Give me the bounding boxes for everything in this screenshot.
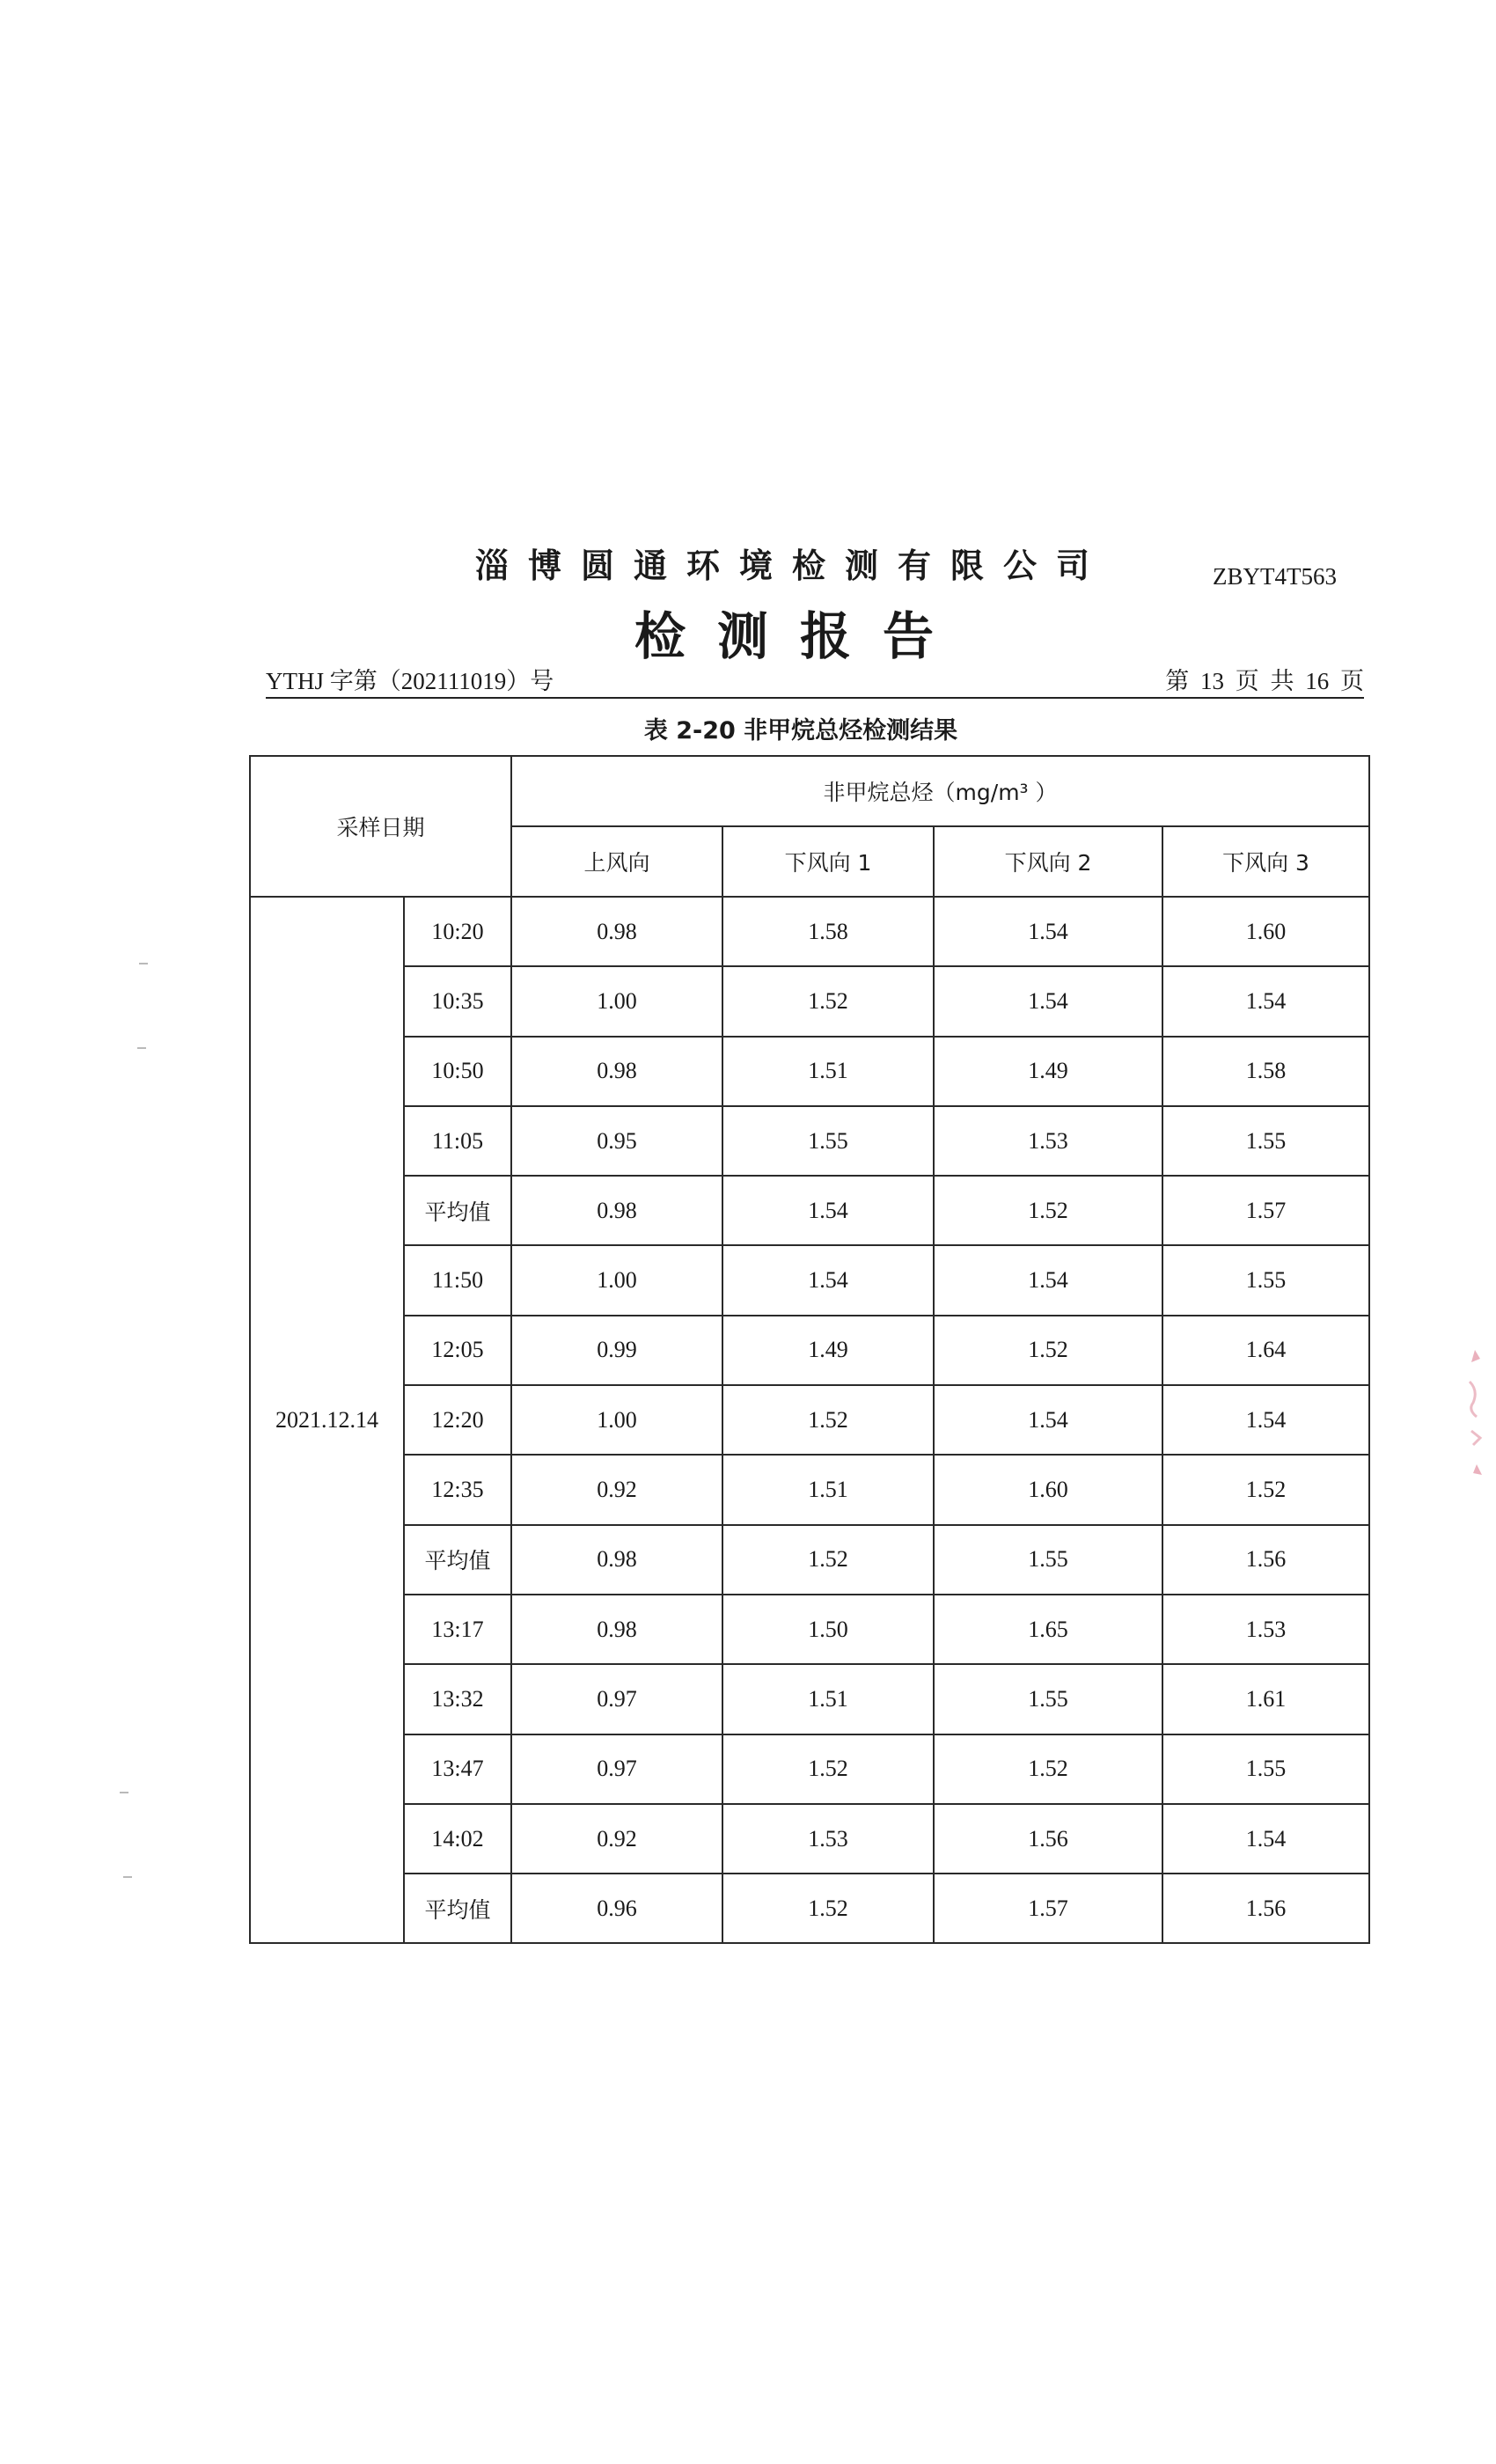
date-header: 采样日期 xyxy=(250,756,511,897)
value-cell: 0.97 xyxy=(511,1664,722,1734)
value-cell: 1.51 xyxy=(722,1455,934,1524)
value-cell: 1.50 xyxy=(722,1595,934,1664)
value-cell: 1.55 xyxy=(1162,1734,1369,1804)
value-cell: 1.58 xyxy=(722,897,934,966)
scan-speck xyxy=(120,1792,128,1793)
table-caption: 表 2-20 非甲烷总烃检测结果 xyxy=(643,717,958,744)
results-table xyxy=(249,755,1370,1944)
sampling-time-cell: 12:35 xyxy=(404,1455,511,1524)
value-cell: 1.51 xyxy=(722,1664,934,1734)
value-cell: 1.52 xyxy=(934,1316,1162,1385)
value-cell: 0.98 xyxy=(511,1176,722,1245)
table-row xyxy=(250,1316,1369,1385)
value-cell: 1.52 xyxy=(722,966,934,1036)
sampling-time-cell: 12:05 xyxy=(404,1316,511,1385)
table-row xyxy=(250,1037,1369,1106)
value-cell: 1.52 xyxy=(722,1874,934,1943)
value-cell: 1.54 xyxy=(722,1245,934,1315)
value-cell: 1.64 xyxy=(1162,1316,1369,1385)
value-cell: 1.61 xyxy=(1162,1664,1369,1734)
value-cell: 0.98 xyxy=(511,897,722,966)
table-row xyxy=(250,1385,1369,1455)
value-cell: 1.54 xyxy=(1162,1804,1369,1874)
value-cell: 1.53 xyxy=(934,1106,1162,1176)
value-cell: 1.56 xyxy=(1162,1874,1369,1943)
value-cell: 1.54 xyxy=(1162,1385,1369,1455)
table-row xyxy=(250,1176,1369,1245)
value-cell: 1.49 xyxy=(934,1037,1162,1106)
value-cell: 1.60 xyxy=(1162,897,1369,966)
stamp-edge-icon xyxy=(1466,1346,1484,1478)
sampling-time-cell: 平均值 xyxy=(404,1525,511,1595)
value-cell: 0.92 xyxy=(511,1455,722,1524)
value-cell: 1.52 xyxy=(934,1176,1162,1245)
value-cell: 1.54 xyxy=(934,897,1162,966)
value-cell: 1.55 xyxy=(722,1106,934,1176)
value-cell: 1.60 xyxy=(934,1455,1162,1524)
document-number: YTHJ 字第（202111019）号 xyxy=(266,668,554,694)
results-table-body xyxy=(250,756,1369,1943)
value-cell: 0.97 xyxy=(511,1734,722,1804)
sampling-time-cell: 10:50 xyxy=(404,1037,511,1106)
value-cell: 0.92 xyxy=(511,1804,722,1874)
sampling-time-cell: 13:17 xyxy=(404,1595,511,1664)
value-cell: 1.56 xyxy=(934,1804,1162,1874)
sampling-time-cell: 12:20 xyxy=(404,1385,511,1455)
table-row xyxy=(250,1664,1369,1734)
sampling-time-cell: 13:47 xyxy=(404,1734,511,1804)
value-cell: 0.98 xyxy=(511,1037,722,1106)
value-cell: 1.54 xyxy=(722,1176,934,1245)
value-cell: 1.52 xyxy=(934,1734,1162,1804)
scan-speck xyxy=(137,1047,146,1049)
table-row xyxy=(250,1734,1369,1804)
value-cell: 1.51 xyxy=(722,1037,934,1106)
value-cell: 1.53 xyxy=(722,1804,934,1874)
value-cell: 1.54 xyxy=(934,1385,1162,1455)
table-row xyxy=(250,897,1369,966)
value-cell: 1.56 xyxy=(1162,1525,1369,1595)
page-info: 第 13 页 共 16 页 xyxy=(1165,668,1364,694)
scan-speck xyxy=(139,963,148,964)
sampling-time-cell: 13:32 xyxy=(404,1664,511,1734)
value-cell: 1.53 xyxy=(1162,1595,1369,1664)
table-row xyxy=(250,1455,1369,1524)
report-title: 检测报告 xyxy=(634,606,965,666)
table-row xyxy=(250,1525,1369,1595)
header-row xyxy=(250,756,1369,826)
value-cell: 1.00 xyxy=(511,1385,722,1455)
value-cell: 1.55 xyxy=(1162,1106,1369,1176)
value-cell: 1.52 xyxy=(1162,1455,1369,1524)
table-row xyxy=(250,1804,1369,1874)
value-cell: 1.00 xyxy=(511,1245,722,1315)
value-cell: 0.98 xyxy=(511,1525,722,1595)
value-cell: 1.52 xyxy=(722,1385,934,1455)
column-header-downwind-1: 下风向 1 xyxy=(722,826,934,897)
value-cell: 1.55 xyxy=(1162,1245,1369,1315)
value-cell: 0.98 xyxy=(511,1595,722,1664)
meta-line xyxy=(266,662,1364,699)
scan-speck xyxy=(123,1876,132,1878)
value-cell: 1.57 xyxy=(1162,1176,1369,1245)
sampling-time-cell: 14:02 xyxy=(404,1804,511,1874)
parameter-header: 非甲烷总烃（mg/m³ ） xyxy=(511,756,1369,826)
sampling-time-cell: 平均值 xyxy=(404,1176,511,1245)
value-cell: 0.99 xyxy=(511,1316,722,1385)
column-header-downwind-3: 下风向 3 xyxy=(1162,826,1369,897)
table-row xyxy=(250,1245,1369,1315)
table-row xyxy=(250,966,1369,1036)
value-cell: 1.54 xyxy=(1162,966,1369,1036)
value-cell: 1.55 xyxy=(934,1664,1162,1734)
sampling-time-cell: 10:35 xyxy=(404,966,511,1036)
company-name: 淄博圆通环境检测有限公司 xyxy=(474,546,1109,585)
value-cell: 1.52 xyxy=(722,1734,934,1804)
table-row xyxy=(250,1106,1369,1176)
sampling-time-cell: 11:50 xyxy=(404,1245,511,1315)
value-cell: 1.65 xyxy=(934,1595,1162,1664)
report-code: ZBYT4T563 xyxy=(1213,563,1337,590)
sampling-date-cell: 2021.12.14 xyxy=(250,897,404,1943)
value-cell: 1.58 xyxy=(1162,1037,1369,1106)
value-cell: 0.96 xyxy=(511,1874,722,1943)
value-cell: 1.54 xyxy=(934,1245,1162,1315)
column-header-upwind: 上风向 xyxy=(511,826,722,897)
sampling-time-cell: 10:20 xyxy=(404,897,511,966)
value-cell: 1.55 xyxy=(934,1525,1162,1595)
table-row xyxy=(250,1595,1369,1664)
value-cell: 1.00 xyxy=(511,966,722,1036)
table-row xyxy=(250,1874,1369,1943)
column-header-downwind-2: 下风向 2 xyxy=(934,826,1162,897)
sampling-time-cell: 11:05 xyxy=(404,1106,511,1176)
value-cell: 0.95 xyxy=(511,1106,722,1176)
value-cell: 1.57 xyxy=(934,1874,1162,1943)
value-cell: 1.49 xyxy=(722,1316,934,1385)
value-cell: 1.54 xyxy=(934,966,1162,1036)
sampling-time-cell: 平均值 xyxy=(404,1874,511,1943)
value-cell: 1.52 xyxy=(722,1525,934,1595)
